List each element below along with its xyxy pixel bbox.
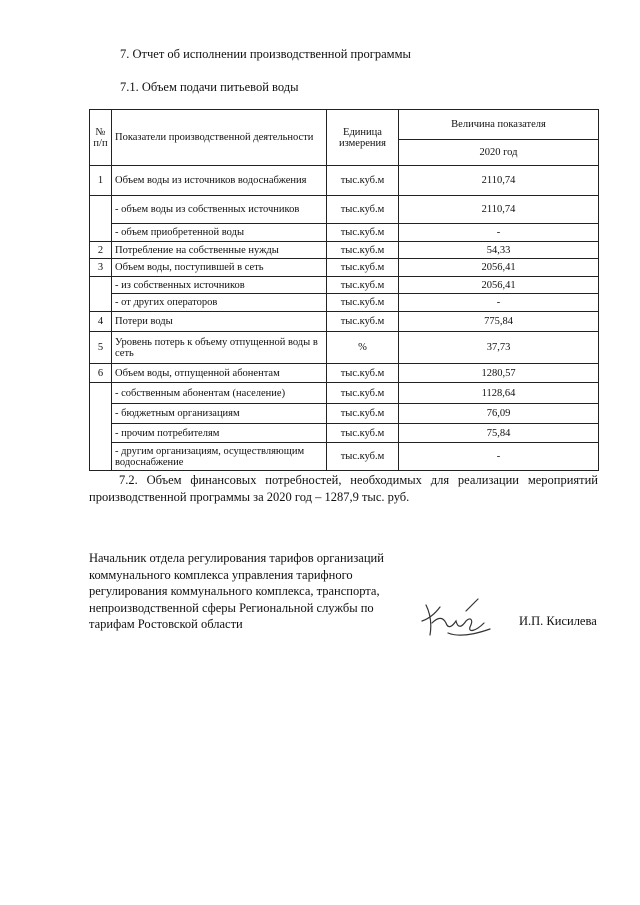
row-unit: тыс.куб.м [327,404,399,424]
row-num: 3 [90,259,112,277]
row-name: - объем воды из собственных источников [112,196,327,224]
row-num: 6 [90,364,112,383]
header-year: 2020 год [399,140,599,166]
signatory-title: Начальник отдела регулирования тарифов организаций коммунального комплекса управления тарифного регулирования коммунального комплекса, транспорта, непроизводственной сферы Региональной службы по тарифам Ростовской области [89,551,384,631]
header-indicator: Показатели производственной деятельности [112,110,327,166]
row-value: 76,09 [399,404,599,424]
table-row [90,259,599,277]
row-value: - [399,224,599,242]
table-row [90,404,599,424]
row-name: Объем воды, поступившей в сеть [112,259,327,277]
row-value: 2056,41 [399,277,599,294]
row-unit: тыс.куб.м [327,242,399,259]
row-value: 2110,74 [399,166,599,196]
table-row [90,242,599,259]
row-name: - объем приобретенной воды [112,224,327,242]
row-value: 775,84 [399,312,599,332]
row-value: 37,73 [399,332,599,364]
row-value: - [399,294,599,312]
row-name: - собственным абонентам (население) [112,383,327,404]
row-value: 2110,74 [399,196,599,224]
row-name: - другим организациям, осуществляющим водоснабжение [112,443,327,471]
row-unit: % [327,332,399,364]
row-value: 1280,57 [399,364,599,383]
row-num [90,196,112,242]
row-name: Объем воды из источников водоснабжения [112,166,327,196]
row-name: Потери воды [112,312,327,332]
row-unit: тыс.куб.м [327,364,399,383]
water-supply-table [89,109,599,471]
financial-needs-paragraph: 7.2. Объем финансовых потребностей, необходимых для реализации мероприятий производственной программы за 2020 год – 1287,9 тыс. руб. [89,473,598,504]
table-row [90,332,599,364]
row-unit: тыс.куб.м [327,277,399,294]
row-num: 5 [90,332,112,364]
row-name: - из собственных источников [112,277,327,294]
row-unit: тыс.куб.м [327,196,399,224]
table-row [90,166,599,196]
row-unit: тыс.куб.м [327,166,399,196]
table-row [90,312,599,332]
row-name: - бюджетным организациям [112,404,327,424]
signatory-name: И.П. Кисилева [519,614,597,628]
row-name: Объем воды, отпущенной абонентам [112,364,327,383]
row-unit: тыс.куб.м [327,312,399,332]
row-unit: тыс.куб.м [327,224,399,242]
row-name: Потребление на собственные нужды [112,242,327,259]
row-name: - прочим потребителям [112,424,327,443]
row-unit: тыс.куб.м [327,443,399,471]
row-unit: тыс.куб.м [327,424,399,443]
table-header-row [90,110,599,140]
header-num: № п/п [90,110,112,166]
row-unit: тыс.куб.м [327,259,399,277]
heading-production-program: 7. Отчет об исполнении производственной программы [120,47,411,61]
row-num [90,277,112,312]
row-unit: тыс.куб.м [327,383,399,404]
row-value: - [399,443,599,471]
heading-water-supply: 7.1. Объем подачи питьевой воды [120,80,299,94]
row-value: 75,84 [399,424,599,443]
header-value: Величина показателя [399,110,599,140]
table-row [90,294,599,312]
table-row [90,443,599,471]
row-num: 4 [90,312,112,332]
row-num: 2 [90,242,112,259]
table-row [90,277,599,294]
row-value: 2056,41 [399,259,599,277]
table-row [90,383,599,404]
row-unit: тыс.куб.м [327,294,399,312]
row-num [90,383,112,471]
table-row [90,224,599,242]
row-value: 1128,64 [399,383,599,404]
row-num: 1 [90,166,112,196]
table-row [90,424,599,443]
table-row [90,196,599,224]
handwritten-signature-icon [418,593,498,641]
header-unit: Единица измерения [327,110,399,166]
table-row [90,364,599,383]
row-name: - от других операторов [112,294,327,312]
row-name: Уровень потерь к объему отпущенной воды в сеть [112,332,327,364]
row-value: 54,33 [399,242,599,259]
